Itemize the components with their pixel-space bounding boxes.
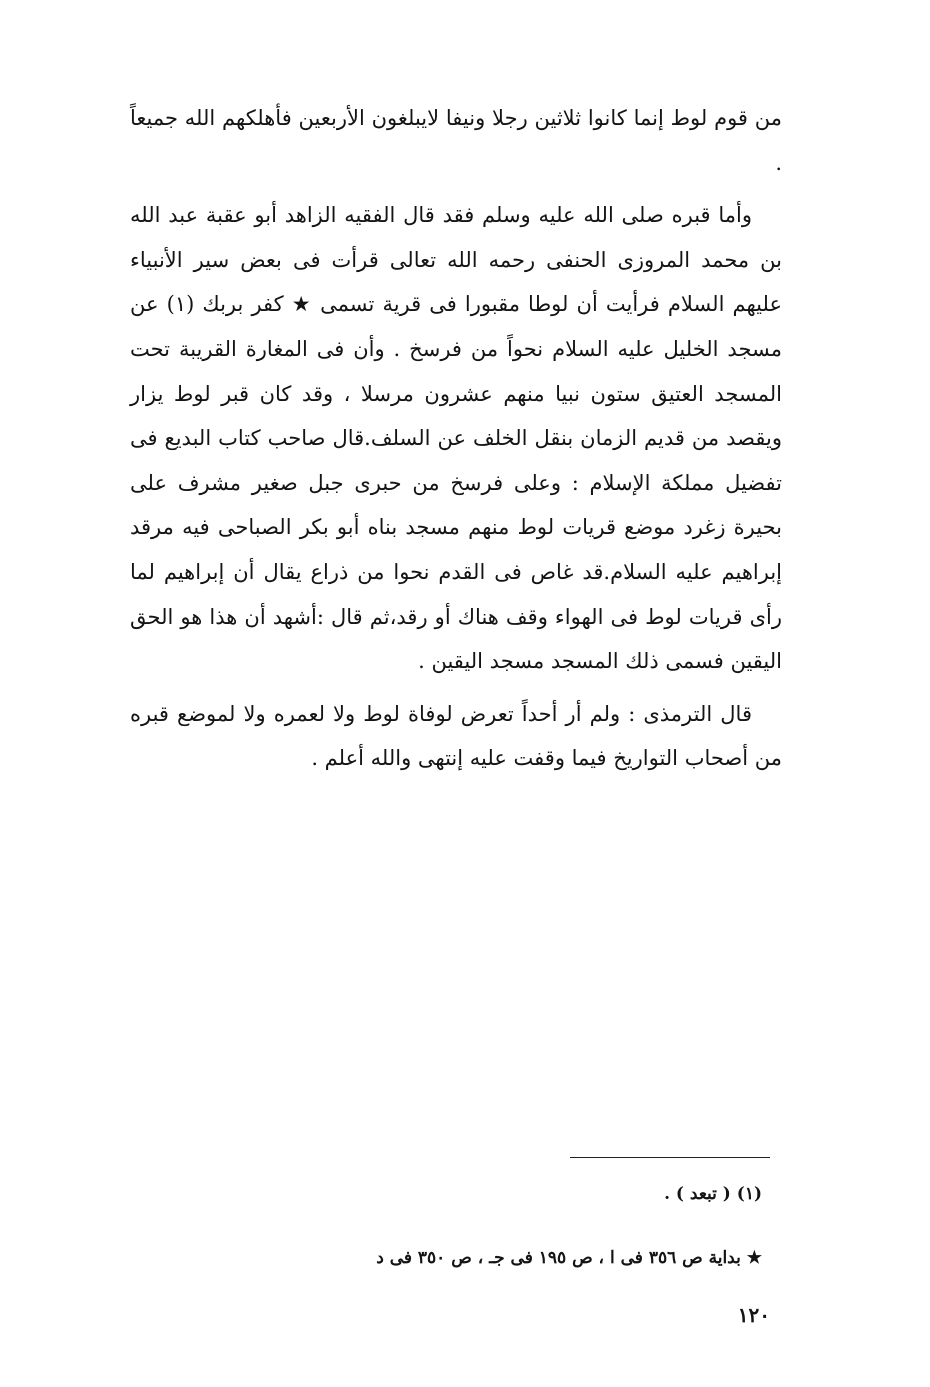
footnote-divider: [570, 1157, 770, 1158]
paragraph-3: قال الترمذى : ولم أر أحداً تعرض لوفاة لوط ولا لعمره ولا لموضع قبره من أصحاب التواريخ فيما وقفت عليه إنتهى والله أعلم .: [130, 701, 782, 771]
main-text: [130, 96, 782, 781]
page-number: ١٢٠: [737, 1303, 770, 1327]
footnote-2: ★ بداية ص ٣٥٦ فى ا ، ص ١٩٥ فى جـ ، ص ٣٥٠ فى د: [376, 1248, 762, 1268]
paragraph-2: وأما قبره صلى الله عليه وسلم فقد قال الفقيه الزاهد أبو عقبة عبد الله بن محمد المروزى الحنفى رحمه الله تعالى قرأت فى بعض سير الأنبياء عليهم السلام فرأيت أن لوطا مقبورا فى قرية تسمى ★ كفر بربك (١) عن مسجد الخليل عليه السلام نحواً من فرسخ . وأن فى المغارة القريبة تحت المسجد العتيق ستون نبيا منهم عشرون مرسلا ، وقد كان قبر لوط يزار ويقصد من قديم الزمان بنقل الخلف عن السلف.قال صاحب كتاب البديع فى تفضيل مملكة الإسلام : وعلى فرسخ من حبرى جبل صغير مشرف على بحيرة زغرد موضع قريات لوط منهم مسجد بناه أبو بكر الصباحى فيه مرقد إبراهيم عليه السلام.قد غاص فى القدم نحوا من ذراع يقال أن إبراهيم لما رأى قريات لوط فى الهواء وقف هناك أو رقد،ثم قال :أشهد أن هذا هو الحق اليقين فسمى ذلك المسجد مسجد اليقين .: [130, 203, 782, 674]
paragraph-1: من قوم لوط إنما كانوا ثلاثين رجلا ونيفا لايبلغون الأربعين فأهلكهم الله جميعاً .: [130, 106, 782, 175]
footnote-1: (١) ( تبعد ) .: [664, 1184, 762, 1204]
